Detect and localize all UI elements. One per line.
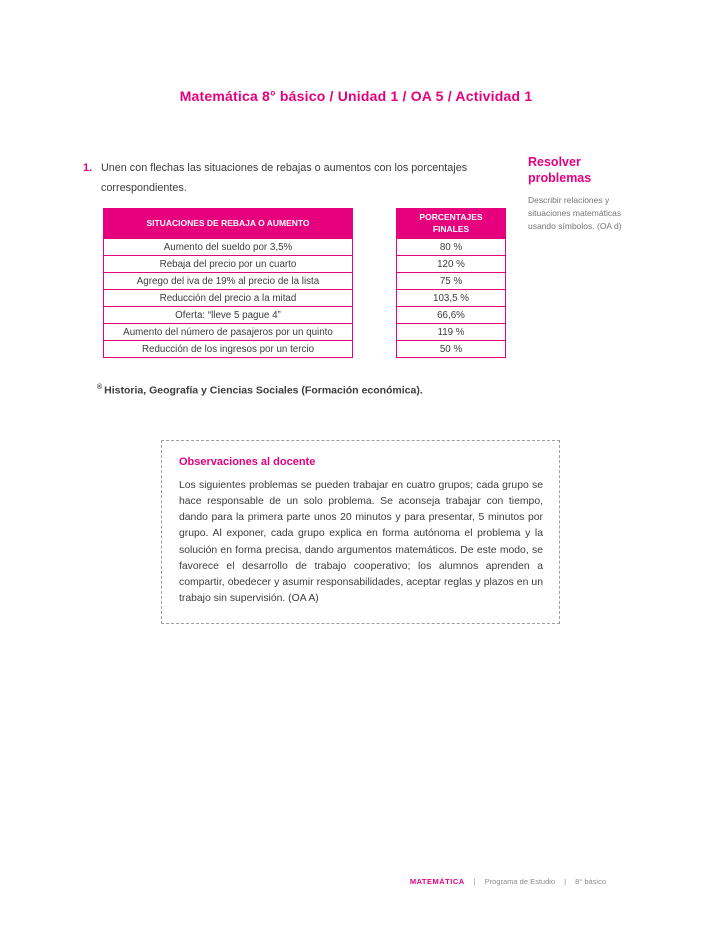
margin-note [528,154,636,233]
footer-level-label: 8° básico [575,877,606,886]
page-title: Matemática 8° básico / Unidad 1 / OA 5 / Actividad 1 [179,88,533,104]
footer-program-label: Programa de Estudio [484,877,556,886]
margin-note-description: Describir relaciones y situaciones matemáticas usando símbolos. (OA d) [528,194,622,231]
percentages-table [396,208,506,358]
footnote [97,384,423,397]
footnote-text: Historia, Geografía y Ciencias Sociales (Formación económica). [104,384,423,397]
percentage-row: 103,5 % [397,289,505,306]
situation-row: Reducción del precio a la mitad [104,289,352,306]
percentage-row: 120 % [397,255,505,272]
percentage-row: 50 % [397,340,505,357]
footnote-symbol: ® [97,384,103,391]
percentage-row: 75 % [397,272,505,289]
margin-note-title: Resolver problemas [528,155,592,186]
situation-row: Agrego del iva de 19% al precio de la lista [104,272,352,289]
situation-row: Rebaja del precio por un cuarto [104,255,352,272]
situations-table [103,208,353,358]
footer-separator: | [564,877,567,886]
percentages-table-header: PORCENTAJES FINALES [397,209,505,238]
situation-row: Oferta: “lleve 5 pague 4” [104,306,352,323]
situation-row: Aumento del número de pasajeros por un quinto [104,323,352,340]
footer-subject-label: MATEMÁTICA [409,877,465,886]
percentage-row: 80 % [397,238,505,255]
activity-item [83,158,528,198]
situations-table-header: SITUACIONES DE REBAJA O AUMENTO [104,209,352,238]
page-footer [410,877,606,886]
observations-body: Los siguientes problemas se pueden trabajar en cuatro grupos; cada grupo se hace responsable de un solo problema. Se aconseja trabajar con tiempo, dando para la primera parte unos 20 minutos y para presentar, 5 minutos por grupo. Al exponer, cada grupo explica en forma autónoma el problema y la solución en forma precisa, dando argumentos matemáticos. De este modo, se favorece el desarrollo de trabajo cooperativo; los alumnos aprenden a compartir, obedecer y asumir responsabilidades, aceptar reglas y plazos en un trabajo sin supervisión. (OA A) [179,480,543,604]
situation-row: Reducción de los ingresos por un tercio [104,340,352,357]
footer-separator: | [473,877,476,886]
percentage-row: 66,6% [397,306,505,323]
situation-row: Aumento del sueldo por 3,5% [104,238,352,255]
activity-number: 1. [83,162,93,174]
activity-instruction: Unen con flechas las situaciones de rebajas o aumentos con los porcentajes correspondientes. [101,162,468,194]
observations-title: Observaciones al docente [179,456,316,468]
teacher-observations-box [161,440,560,624]
percentage-row: 119 % [397,323,505,340]
